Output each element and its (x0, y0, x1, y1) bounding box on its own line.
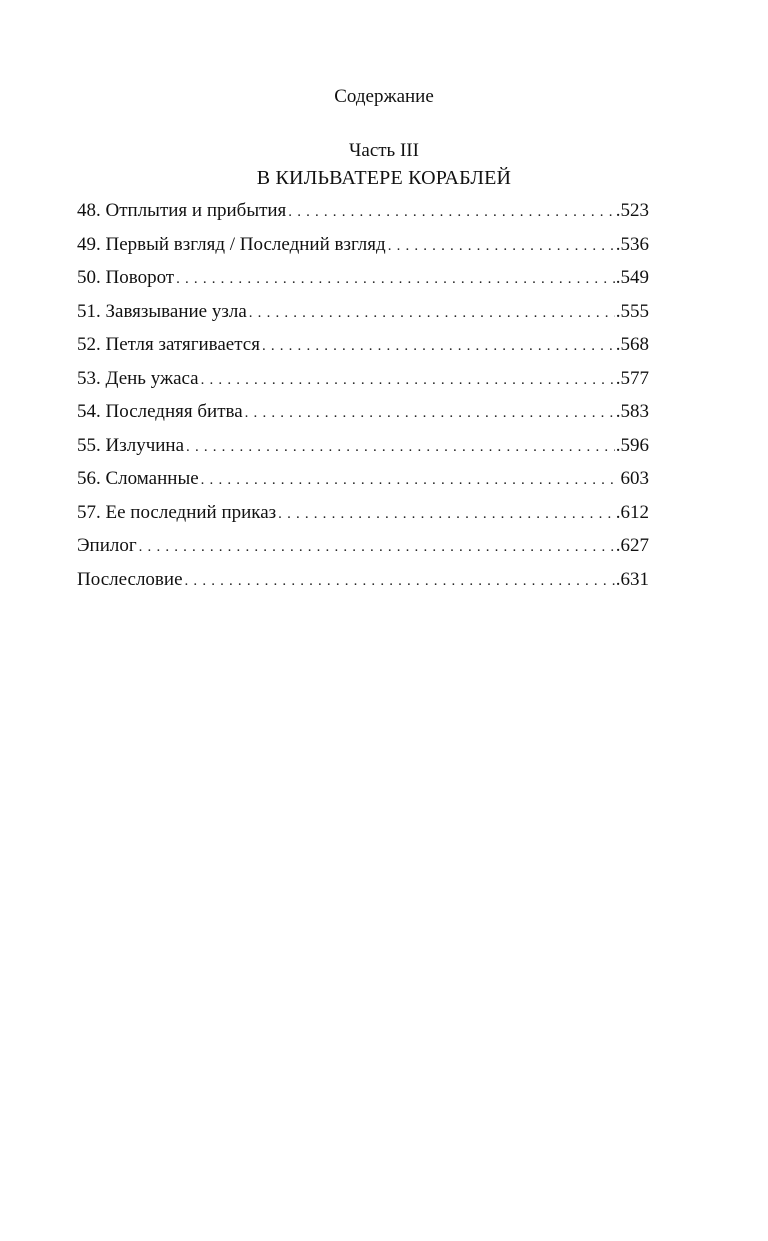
toc-entry-title: 57. Ее последний приказ (77, 501, 277, 523)
toc-entry-page: .583 (615, 401, 649, 422)
table-of-contents (77, 199, 649, 601)
dot-leader (245, 401, 615, 425)
dot-leader (201, 468, 620, 492)
dot-leader (201, 368, 615, 392)
toc-entry-page: .596 (615, 434, 649, 456)
toc-entry (77, 568, 649, 602)
toc-entry-page: 603 (620, 468, 649, 489)
dot-leader (278, 502, 615, 526)
dot-leader (262, 334, 615, 358)
toc-entry (77, 233, 649, 267)
toc-entry-page: .577 (615, 367, 649, 389)
toc-entry (77, 534, 649, 568)
toc-entry-title: 54. Последняя битва (77, 401, 243, 422)
toc-entry-page: .549 (615, 267, 649, 288)
toc-entry-title: Послесловие (77, 568, 183, 590)
toc-entry-title: 49. Первый взгляд / Последний взгляд (77, 233, 386, 255)
dot-leader (249, 301, 615, 325)
dot-leader (176, 267, 615, 291)
toc-entry (77, 300, 649, 334)
toc-entry (77, 501, 649, 535)
part-title: В КИЛЬВАТЕРЕ КОРАБЛЕЙ (256, 167, 512, 189)
toc-entry-page: .631 (615, 568, 649, 590)
toc-entry (77, 400, 649, 434)
toc-entry (77, 333, 649, 367)
dot-leader (186, 435, 615, 459)
toc-entry-title: 51. Завязывание узла (77, 300, 247, 322)
toc-entry-page: .536 (615, 233, 649, 255)
toc-entry-title: 48. Отплытия и прибытия (77, 200, 287, 221)
toc-entry-page: .555 (615, 300, 649, 322)
toc-entry-title: Эпилог (77, 535, 137, 556)
dot-leader (288, 200, 614, 224)
toc-entry-page: .568 (615, 334, 649, 355)
toc-entry (77, 467, 649, 501)
toc-entry-title: 55. Излучина (77, 434, 185, 456)
contents-title: Содержание (334, 86, 434, 107)
toc-entry (77, 199, 649, 233)
dot-leader (388, 234, 615, 258)
toc-entry-title: 56. Сломанные (77, 468, 199, 489)
toc-entry (77, 434, 649, 468)
part-label: Часть III (349, 140, 419, 161)
dot-leader (185, 569, 615, 593)
toc-entry-page: .523 (615, 200, 649, 221)
toc-entry-title: 50. Поворот (77, 267, 175, 288)
toc-entry-title: 52. Петля затягивается (77, 334, 260, 355)
dot-leader (139, 535, 615, 559)
toc-entry (77, 367, 649, 401)
toc-entry-page: .627 (615, 535, 649, 556)
toc-entry (77, 266, 649, 300)
toc-entry-page: .612 (615, 501, 649, 523)
toc-entry-title: 53. День ужаса (77, 367, 199, 389)
